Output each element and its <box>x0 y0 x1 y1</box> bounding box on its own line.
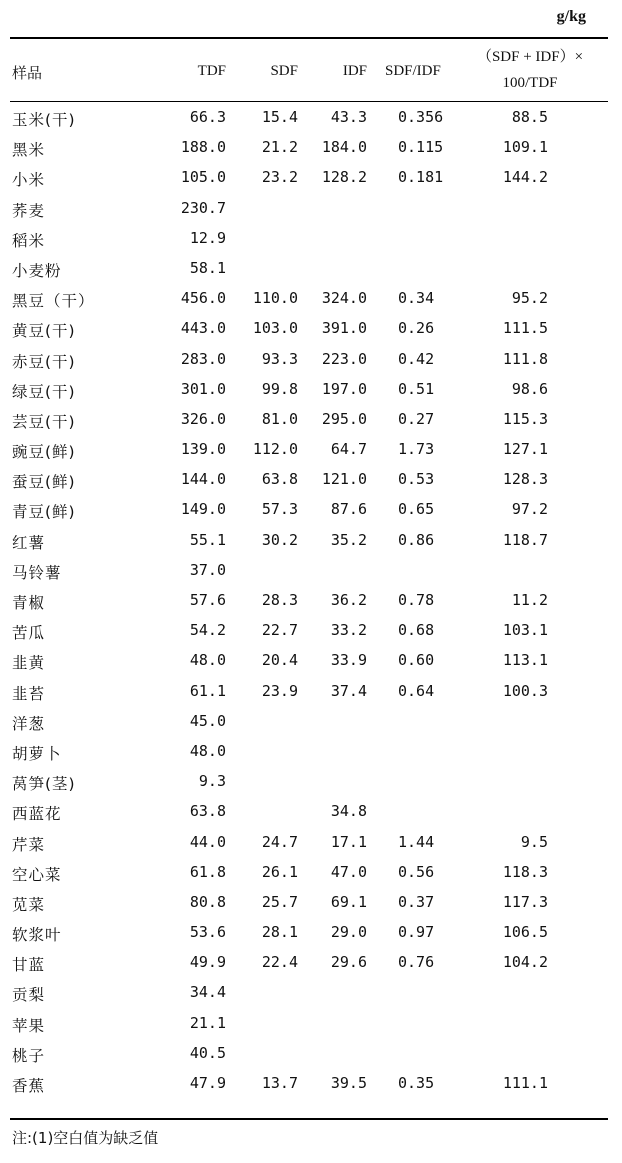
idf-cell: 128.2 <box>321 168 367 187</box>
sample-name-cell: 桃子 <box>12 1046 46 1065</box>
sdf-cell: 63.8 <box>261 470 298 489</box>
sample-name-cell: 小麦粉 <box>12 261 62 280</box>
tdf-cell: 34.4 <box>189 983 226 1002</box>
tdf-cell: 105.0 <box>180 168 226 187</box>
sdf-idf-cell: 0.115 <box>398 138 444 157</box>
ratio-cell: 111.5 <box>502 319 548 338</box>
table-row <box>0 525 622 555</box>
tdf-cell: 44.0 <box>189 832 226 851</box>
sample-name-cell: 青豆(鲜) <box>12 503 76 522</box>
idf-cell: 36.2 <box>330 591 367 609</box>
table-row <box>0 132 622 162</box>
sdf-cell: 110.0 <box>252 289 298 308</box>
tdf-cell: 40.5 <box>189 1043 226 1062</box>
tdf-cell: 326.0 <box>180 409 226 428</box>
sample-name-cell: 西蓝花 <box>12 805 62 824</box>
table-row <box>0 796 622 826</box>
sdf-idf-cell: 0.51 <box>398 379 435 398</box>
sdf-cell: 23.9 <box>261 681 298 700</box>
sample-name-cell: 甘蓝 <box>12 956 46 975</box>
tdf-cell: 54.2 <box>189 621 226 640</box>
tdf-cell: 12.9 <box>189 228 226 247</box>
idf-cell: 184.0 <box>321 138 367 157</box>
table-top-rule <box>10 37 608 39</box>
idf-cell: 33.2 <box>330 621 367 640</box>
sample-name-cell: 青椒 <box>12 594 46 612</box>
tdf-cell: 144.0 <box>180 470 226 489</box>
tdf-cell: 45.0 <box>189 711 226 730</box>
ratio-cell: 100.3 <box>502 681 548 700</box>
sample-name-cell: 胡萝卜 <box>12 744 62 763</box>
tdf-cell: 66.3 <box>189 108 226 126</box>
header-ratio-line1: （SDF + IDF）× <box>476 49 584 65</box>
idf-cell: 69.1 <box>330 892 367 911</box>
sdf-idf-cell: 0.78 <box>398 591 435 609</box>
sample-name-cell: 芸豆(干) <box>12 412 76 431</box>
table-bottom-rule <box>10 1118 608 1120</box>
table-row <box>0 676 622 706</box>
tdf-cell: 53.6 <box>189 923 226 942</box>
table-row <box>0 585 622 615</box>
table-body <box>0 102 622 1098</box>
footnote: 注:(1)空白值为缺乏值 <box>12 1129 159 1147</box>
table-row <box>0 253 622 283</box>
table-row <box>0 162 622 192</box>
sample-name-cell: 软浆叶 <box>12 926 62 945</box>
tdf-cell: 55.1 <box>189 530 226 549</box>
tdf-cell: 48.0 <box>189 741 226 760</box>
sample-name-cell: 绿豆(干) <box>12 382 76 401</box>
tdf-cell: 57.6 <box>189 591 226 609</box>
tdf-cell: 63.8 <box>189 802 226 821</box>
header-sdf-idf: SDF/IDF <box>385 63 441 79</box>
idf-cell: 197.0 <box>321 379 367 398</box>
sdf-idf-cell: 0.42 <box>398 349 435 368</box>
sample-name-cell: 荞麦 <box>12 201 46 220</box>
ratio-cell: 97.2 <box>511 500 548 519</box>
table-row <box>0 404 622 434</box>
idf-cell: 39.5 <box>330 1074 367 1092</box>
tdf-cell: 230.7 <box>180 198 226 217</box>
sdf-idf-cell: 0.64 <box>398 681 435 700</box>
sample-name-cell: 赤豆(干) <box>12 352 76 371</box>
sdf-cell: 25.7 <box>261 892 298 911</box>
sdf-idf-cell: 0.86 <box>398 530 435 549</box>
header-tdf: TDF <box>197 63 226 79</box>
sdf-idf-cell: 0.35 <box>398 1074 435 1092</box>
sample-name-cell: 马铃薯 <box>12 563 62 582</box>
idf-cell: 87.6 <box>330 500 367 519</box>
ratio-cell: 98.6 <box>511 379 548 398</box>
sdf-cell: 99.8 <box>261 379 298 398</box>
ratio-cell: 111.8 <box>502 349 548 368</box>
table-row <box>0 645 622 675</box>
sample-name-cell: 韭苔 <box>12 684 46 703</box>
idf-cell: 17.1 <box>330 832 367 851</box>
tdf-cell: 61.1 <box>189 681 226 700</box>
table-row <box>0 977 622 1007</box>
tdf-cell: 47.9 <box>189 1074 226 1092</box>
tdf-cell: 149.0 <box>180 500 226 519</box>
ratio-cell: 128.3 <box>502 470 548 489</box>
sample-name-cell: 稻米 <box>12 231 46 250</box>
table-row <box>0 283 622 313</box>
sdf-idf-cell: 0.56 <box>398 862 435 881</box>
sdf-idf-cell: 0.97 <box>398 923 435 942</box>
sdf-cell: 22.7 <box>261 621 298 640</box>
sample-name-cell: 芹菜 <box>12 835 46 854</box>
idf-cell: 34.8 <box>330 802 367 821</box>
tdf-cell: 188.0 <box>180 138 226 157</box>
ratio-cell: 109.1 <box>502 138 548 157</box>
table-row <box>0 1008 622 1038</box>
sample-name-cell: 红薯 <box>12 533 46 552</box>
ratio-cell: 127.1 <box>502 440 548 459</box>
unit-label: g/kg <box>556 8 586 25</box>
idf-cell: 64.7 <box>330 440 367 459</box>
idf-cell: 33.9 <box>330 651 367 670</box>
idf-cell: 223.0 <box>321 349 367 368</box>
sample-name-cell: 空心菜 <box>12 865 62 884</box>
table-row <box>0 887 622 917</box>
table-row <box>0 464 622 494</box>
ratio-cell: 113.1 <box>502 651 548 670</box>
sdf-cell: 24.7 <box>261 832 298 851</box>
sample-name-cell: 黑豆（干） <box>12 292 95 311</box>
sdf-idf-cell: 0.76 <box>398 953 435 972</box>
sample-name-cell: 苋菜 <box>12 895 46 914</box>
sample-name-cell: 苹果 <box>12 1016 46 1035</box>
table-row <box>0 1068 622 1098</box>
tdf-cell: 58.1 <box>189 258 226 277</box>
table-row <box>0 313 622 343</box>
sdf-idf-cell: 0.34 <box>398 289 435 308</box>
sdf-cell: 15.4 <box>261 108 298 126</box>
table-row <box>0 736 622 766</box>
idf-cell: 324.0 <box>321 289 367 308</box>
tdf-cell: 48.0 <box>189 651 226 670</box>
sdf-cell: 30.2 <box>261 530 298 549</box>
sample-name-cell: 韭黄 <box>12 654 46 673</box>
sample-name-cell: 小米 <box>12 171 46 190</box>
ratio-cell: 106.5 <box>502 923 548 942</box>
sample-name-cell: 黄豆(干) <box>12 322 76 341</box>
sample-name-cell: 苦瓜 <box>12 624 46 643</box>
ratio-cell: 103.1 <box>502 621 548 640</box>
sdf-idf-cell: 0.68 <box>398 621 435 640</box>
table-row <box>0 827 622 857</box>
tdf-cell: 283.0 <box>180 349 226 368</box>
tdf-cell: 456.0 <box>180 289 226 308</box>
tdf-cell: 443.0 <box>180 319 226 338</box>
header-ratio-line2: 100/TDF <box>502 75 558 91</box>
idf-cell: 121.0 <box>321 470 367 489</box>
idf-cell: 29.0 <box>330 923 367 942</box>
sdf-idf-cell: 0.181 <box>398 168 444 187</box>
idf-cell: 391.0 <box>321 319 367 338</box>
ratio-cell: 11.2 <box>511 591 548 609</box>
sample-name-cell: 香蕉 <box>12 1077 46 1095</box>
tdf-cell: 80.8 <box>189 892 226 911</box>
ratio-cell: 118.7 <box>502 530 548 549</box>
ratio-cell: 118.3 <box>502 862 548 881</box>
ratio-cell: 111.1 <box>502 1074 548 1092</box>
idf-cell: 29.6 <box>330 953 367 972</box>
table-row <box>0 857 622 887</box>
table-row <box>0 706 622 736</box>
tdf-cell: 301.0 <box>180 379 226 398</box>
sdf-idf-cell: 0.356 <box>398 108 444 126</box>
ratio-cell: 95.2 <box>511 289 548 308</box>
sample-name-cell: 玉米(干) <box>12 111 76 129</box>
table-row <box>0 615 622 645</box>
sdf-cell: 20.4 <box>261 651 298 670</box>
header-idf: IDF <box>342 63 367 79</box>
table-row <box>0 1038 622 1068</box>
sdf-cell: 26.1 <box>261 862 298 881</box>
header-sdf: SDF <box>270 63 298 79</box>
sdf-cell: 112.0 <box>252 440 298 459</box>
idf-cell: 47.0 <box>330 862 367 881</box>
idf-cell: 295.0 <box>321 409 367 428</box>
table-row <box>0 947 622 977</box>
sample-name-cell: 贡梨 <box>12 986 46 1005</box>
sdf-cell: 21.2 <box>261 138 298 157</box>
table-row <box>0 344 622 374</box>
table-row <box>0 766 622 796</box>
ratio-cell: 9.5 <box>520 832 548 851</box>
sdf-idf-cell: 0.37 <box>398 892 435 911</box>
table-row <box>0 193 622 223</box>
sdf-cell: 28.3 <box>261 591 298 609</box>
sdf-cell: 28.1 <box>261 923 298 942</box>
table-row <box>0 102 622 132</box>
ratio-cell: 115.3 <box>502 409 548 428</box>
sdf-cell: 23.2 <box>261 168 298 187</box>
table-row <box>0 434 622 464</box>
tdf-cell: 9.3 <box>198 772 226 791</box>
sample-name-cell: 豌豆(鲜) <box>12 443 76 462</box>
idf-cell: 37.4 <box>330 681 367 700</box>
sample-name-cell: 蚕豆(鲜) <box>12 473 76 492</box>
ratio-cell: 144.2 <box>502 168 548 187</box>
sdf-idf-cell: 0.26 <box>398 319 435 338</box>
sdf-cell: 93.3 <box>261 349 298 368</box>
sdf-cell: 81.0 <box>261 409 298 428</box>
sdf-cell: 57.3 <box>261 500 298 519</box>
idf-cell: 35.2 <box>330 530 367 549</box>
table-row <box>0 223 622 253</box>
ratio-cell: 104.2 <box>502 953 548 972</box>
tdf-cell: 139.0 <box>180 440 226 459</box>
tdf-cell: 49.9 <box>189 953 226 972</box>
idf-cell: 43.3 <box>330 108 367 126</box>
sdf-idf-cell: 1.73 <box>398 440 435 459</box>
sdf-idf-cell: 0.53 <box>398 470 435 489</box>
header-sample: 样品 <box>12 64 43 82</box>
sdf-idf-cell: 0.65 <box>398 500 435 519</box>
sdf-idf-cell: 1.44 <box>398 832 435 851</box>
tdf-cell: 37.0 <box>189 560 226 579</box>
table-row <box>0 374 622 404</box>
header-ratio <box>455 44 605 96</box>
tdf-cell: 21.1 <box>189 1013 226 1032</box>
sample-name-cell: 莴笋(茎) <box>12 775 76 794</box>
sdf-cell: 103.0 <box>252 319 298 338</box>
table-row <box>0 917 622 947</box>
ratio-cell: 117.3 <box>502 892 548 911</box>
sdf-idf-cell: 0.27 <box>398 409 435 428</box>
sdf-cell: 22.4 <box>261 953 298 972</box>
sdf-idf-cell: 0.60 <box>398 651 435 670</box>
tdf-cell: 61.8 <box>189 862 226 881</box>
table-row <box>0 494 622 524</box>
sdf-cell: 13.7 <box>261 1074 298 1092</box>
sample-name-cell: 洋葱 <box>12 714 46 733</box>
ratio-cell: 88.5 <box>511 108 548 126</box>
sample-name-cell: 黑米 <box>12 141 46 160</box>
table-row <box>0 555 622 585</box>
